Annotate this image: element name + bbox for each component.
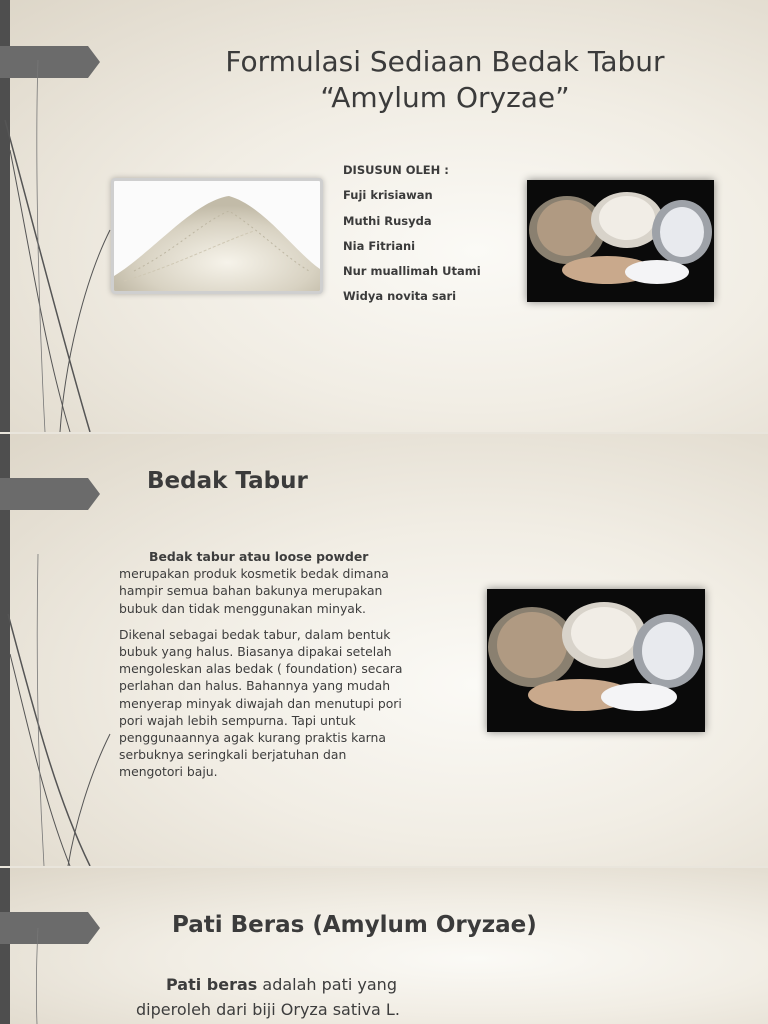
authors-heading: DISUSUN OLEH : [343,163,449,177]
slide-bedak-tabur [0,434,768,866]
paragraph-line: adalah pati yang [257,975,397,994]
paragraph-2-line: menyerap minyak diwajah dan menutupi pori [119,695,402,711]
rice-pile-photo [111,178,323,294]
slide-body-text [136,972,456,1022]
author-name: Nur muallimah Utami [343,264,481,279]
slide-pati-beras [0,868,768,1024]
author-name: Widya novita sari [343,289,457,304]
paragraph-1-line: bubuk dan tidak menggunakan minyak. [119,600,366,616]
paragraph-1-bold: Bedak tabur atau loose powder [149,549,369,564]
paragraph-2-line: penggunaannya agak kurang praktis karna [119,730,386,746]
loose-powder-jars-photo [487,589,705,732]
author-name: Nia Fitriani [343,238,416,253]
author-name: Muthi Rusyda [343,213,432,228]
paragraph-2-line: pori wajah lebih sempurna. Tapi untuk [119,712,356,728]
decorative-curves [0,434,120,866]
author-name: Fuji krisiawan [343,188,433,203]
slide-title [0,0,768,432]
paragraph-1-line: hampir semua bahan bakunya merupakan [119,583,383,599]
paragraph-2-line: bubuk yang halus. Biasanya dipakai setelah [119,644,392,660]
paragraph-2-line: mengoleskan alas bedak ( foundation) secara [119,661,403,677]
paragraph-1-line: merupakan produk kosmetik bedak dimana [119,566,389,582]
paragraph-2-line: serbuknya seringkali berjatuhan dan [119,747,347,763]
paragraph-2 [119,626,449,781]
presentation-title [150,44,740,116]
paragraph-1 [136,972,456,1022]
loose-powder-jars-photo [527,180,714,302]
paragraph-1 [119,548,449,617]
paragraph-bold: Pati beras [166,975,258,994]
title-line-2: “Amylum Oryzae” [320,81,570,114]
decorative-curves [0,0,120,432]
slide-body-text [119,548,449,790]
paragraph-line: diperoleh dari biji Oryza sativa L. [136,1000,400,1019]
paragraph-2-line: Dikenal sebagai bedak tabur, dalam bentuk [119,626,391,642]
paragraph-2-line: perlahan dan halus. Bahannya yang mudah [119,678,391,694]
author-list [343,161,481,313]
title-line-1: Formulasi Sediaan Bedak Tabur [225,45,665,78]
decorative-curves [0,868,120,1024]
slide-heading: Pati Beras (Amylum Oryzae) [172,912,537,938]
slide-heading: Bedak Tabur [147,468,308,494]
paragraph-2-line: mengotori baju. [119,764,218,780]
